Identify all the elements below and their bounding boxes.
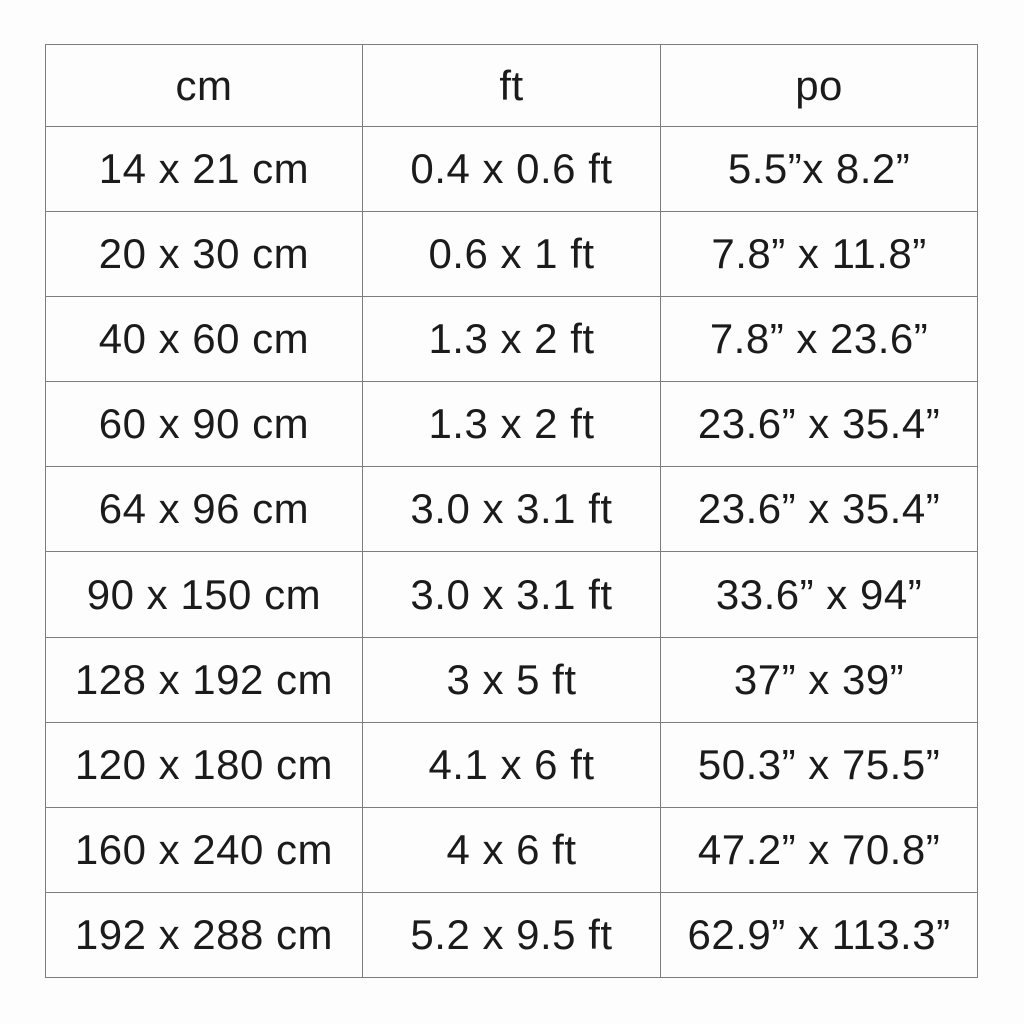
table-row <box>46 552 978 637</box>
cell-po: 37” x 39” <box>661 637 978 722</box>
cell-po: 33.6” x 94” <box>661 552 978 637</box>
cell-po: 62.9” x 113.3” <box>661 892 978 977</box>
cell-cm: 20 x 30 cm <box>46 212 363 297</box>
cell-cm: 192 x 288 cm <box>46 892 363 977</box>
size-conversion-table-container <box>45 44 978 978</box>
table-body <box>46 127 978 978</box>
column-header-po: po <box>661 45 978 127</box>
table-row <box>46 722 978 807</box>
cell-po: 7.8” x 23.6” <box>661 297 978 382</box>
header-row <box>46 45 978 127</box>
table-row <box>46 892 978 977</box>
cell-cm: 64 x 96 cm <box>46 467 363 552</box>
table-row <box>46 127 978 212</box>
cell-cm: 60 x 90 cm <box>46 382 363 467</box>
cell-po: 23.6” x 35.4” <box>661 382 978 467</box>
column-header-ft: ft <box>362 45 660 127</box>
table-row <box>46 807 978 892</box>
table-row <box>46 382 978 467</box>
cell-ft: 0.4 x 0.6 ft <box>362 127 660 212</box>
cell-ft: 1.3 x 2 ft <box>362 297 660 382</box>
column-header-cm: cm <box>46 45 363 127</box>
table-row <box>46 637 978 722</box>
table-row <box>46 297 978 382</box>
cell-cm: 128 x 192 cm <box>46 637 363 722</box>
cell-po: 47.2” x 70.8” <box>661 807 978 892</box>
cell-ft: 3 x 5 ft <box>362 637 660 722</box>
cell-cm: 160 x 240 cm <box>46 807 363 892</box>
cell-cm: 90 x 150 cm <box>46 552 363 637</box>
table-row <box>46 212 978 297</box>
table-header <box>46 45 978 127</box>
cell-ft: 1.3 x 2 ft <box>362 382 660 467</box>
table-row <box>46 467 978 552</box>
size-conversion-table <box>45 44 978 978</box>
cell-po: 5.5”x 8.2” <box>661 127 978 212</box>
cell-ft: 4 x 6 ft <box>362 807 660 892</box>
cell-po: 7.8” x 11.8” <box>661 212 978 297</box>
cell-ft: 3.0 x 3.1 ft <box>362 552 660 637</box>
cell-cm: 120 x 180 cm <box>46 722 363 807</box>
cell-cm: 40 x 60 cm <box>46 297 363 382</box>
cell-cm: 14 x 21 cm <box>46 127 363 212</box>
cell-ft: 4.1 x 6 ft <box>362 722 660 807</box>
cell-ft: 5.2 x 9.5 ft <box>362 892 660 977</box>
cell-po: 23.6” x 35.4” <box>661 467 978 552</box>
cell-ft: 0.6 x 1 ft <box>362 212 660 297</box>
cell-po: 50.3” x 75.5” <box>661 722 978 807</box>
cell-ft: 3.0 x 3.1 ft <box>362 467 660 552</box>
